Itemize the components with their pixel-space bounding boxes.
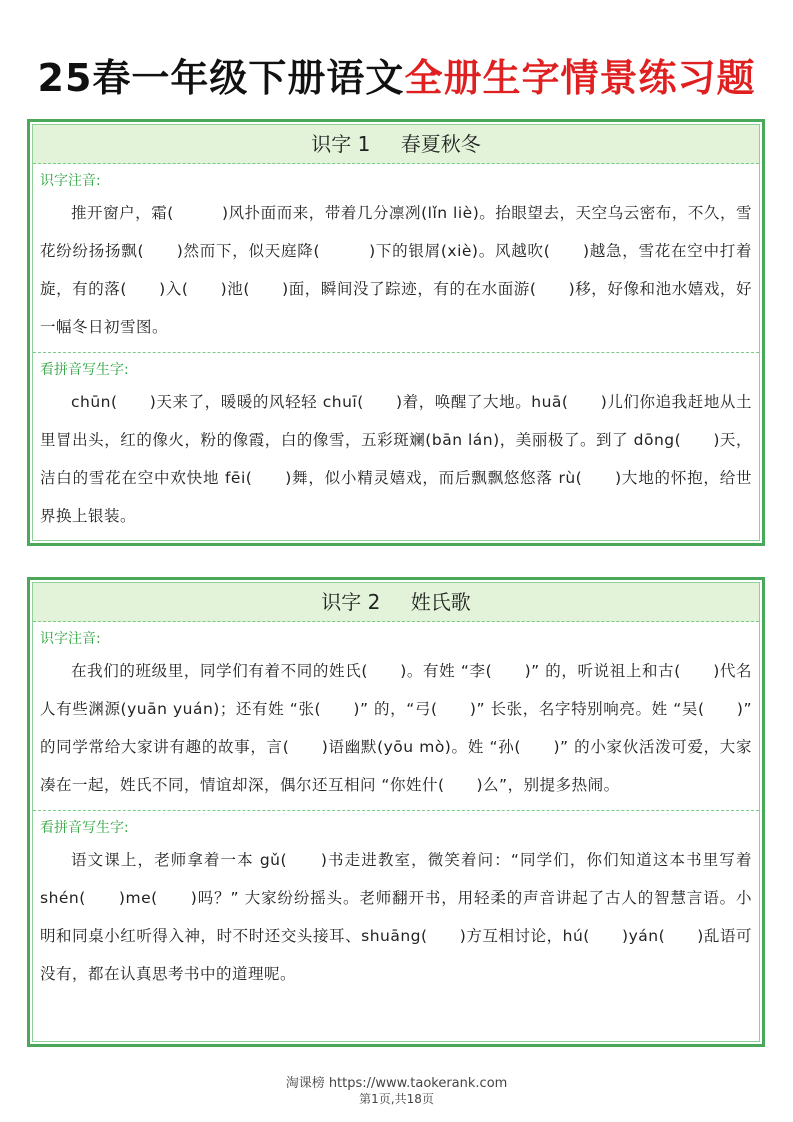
section-label-annotate: 识字注音: bbox=[40, 631, 101, 647]
footer-page-number: 第1页,共18页 bbox=[359, 1092, 434, 1106]
lesson-panel-2 bbox=[27, 577, 765, 1047]
page-title bbox=[0, 52, 793, 104]
section-divider bbox=[33, 810, 759, 811]
section-label-annotate: 识字注音: bbox=[40, 173, 101, 189]
write-paragraph: 语文课上，老师拿着一本 gǔ( )书走进教室，微笑着问：“同学们，你们知道这本书里写着 shén( )me( )吗？” 大家纷纷摇头。老师翻开书，用轻柔的声音讲起了古人的智慧言语。小明和同桌小红听得入神，时不时还交头接耳、shuāng( )方互相讨论，hú( )yán( )乱语可没有，都在认真思考书中的道理呢。 bbox=[40, 851, 752, 983]
title-highlight: 全册生字情景练习题 bbox=[404, 56, 756, 100]
annotate-paragraph: 在我们的班级里，同学们有着不同的姓氏( )。有姓 “李( )” 的，听说祖上和古( )代名人有些渊源(yuān yuán)；还有姓 “张( )” 的，“弓( )” 长张，名字特别响亮。姓 “吴( )” 的同学常给大家讲有趣的故事，言( )语幽默(yōu mò)。姓 “孙( )” 的小家伙活泼可爱，大家凑在一起，姓氏不同，情谊却深，偶尔还互相问 “你姓什( )么”，别提多热闹。 bbox=[40, 662, 752, 794]
title-main: 25春一年级下册语文 bbox=[37, 56, 405, 100]
lesson-name: 春夏秋冬 bbox=[400, 132, 481, 156]
section-label-write: 看拼音写生字: bbox=[40, 362, 129, 378]
section-label-write: 看拼音写生字: bbox=[40, 820, 129, 836]
lesson-number: 识字 2 bbox=[321, 590, 381, 614]
section-divider bbox=[33, 352, 759, 353]
lesson-name: 姓氏歌 bbox=[410, 590, 471, 614]
lesson-header bbox=[33, 583, 759, 622]
annotate-paragraph: 推开窗户，霜( )风扑面而来，带着几分凛冽(lǐn liè)。抬眼望去，天空乌云密布，不久，雪花纷纷扬扬飘( )然而下，似天庭降( )下的银屑(xiè)。风越吹( )越急，雪花在空中打着旋，有的落( )入( )池( )面，瞬间没了踪迹，有的在水面游( )移，好像和池水嬉戏，好一幅冬日初雪图。 bbox=[40, 204, 752, 336]
lesson-panel-1 bbox=[27, 119, 765, 546]
write-paragraph: chūn( )天来了，暖暖的风轻轻 chuī( )着，唤醒了大地。huā( )儿们你追我赶地从土里冒出头，红的像火，粉的像霞，白的像雪，五彩斑斓(bān lán)，美丽极了。到了 dōng( )天，洁白的雪花在空中欢快地 fēi( )舞，似小精灵嬉戏，而后飘飘悠悠落 rù( )大地的怀抱，给世界换上银装。 bbox=[40, 393, 752, 525]
lesson-number: 识字 1 bbox=[311, 132, 371, 156]
lesson-header bbox=[33, 125, 759, 164]
footer-site: 淘课榜 https://www.taokerank.com bbox=[285, 1076, 508, 1091]
